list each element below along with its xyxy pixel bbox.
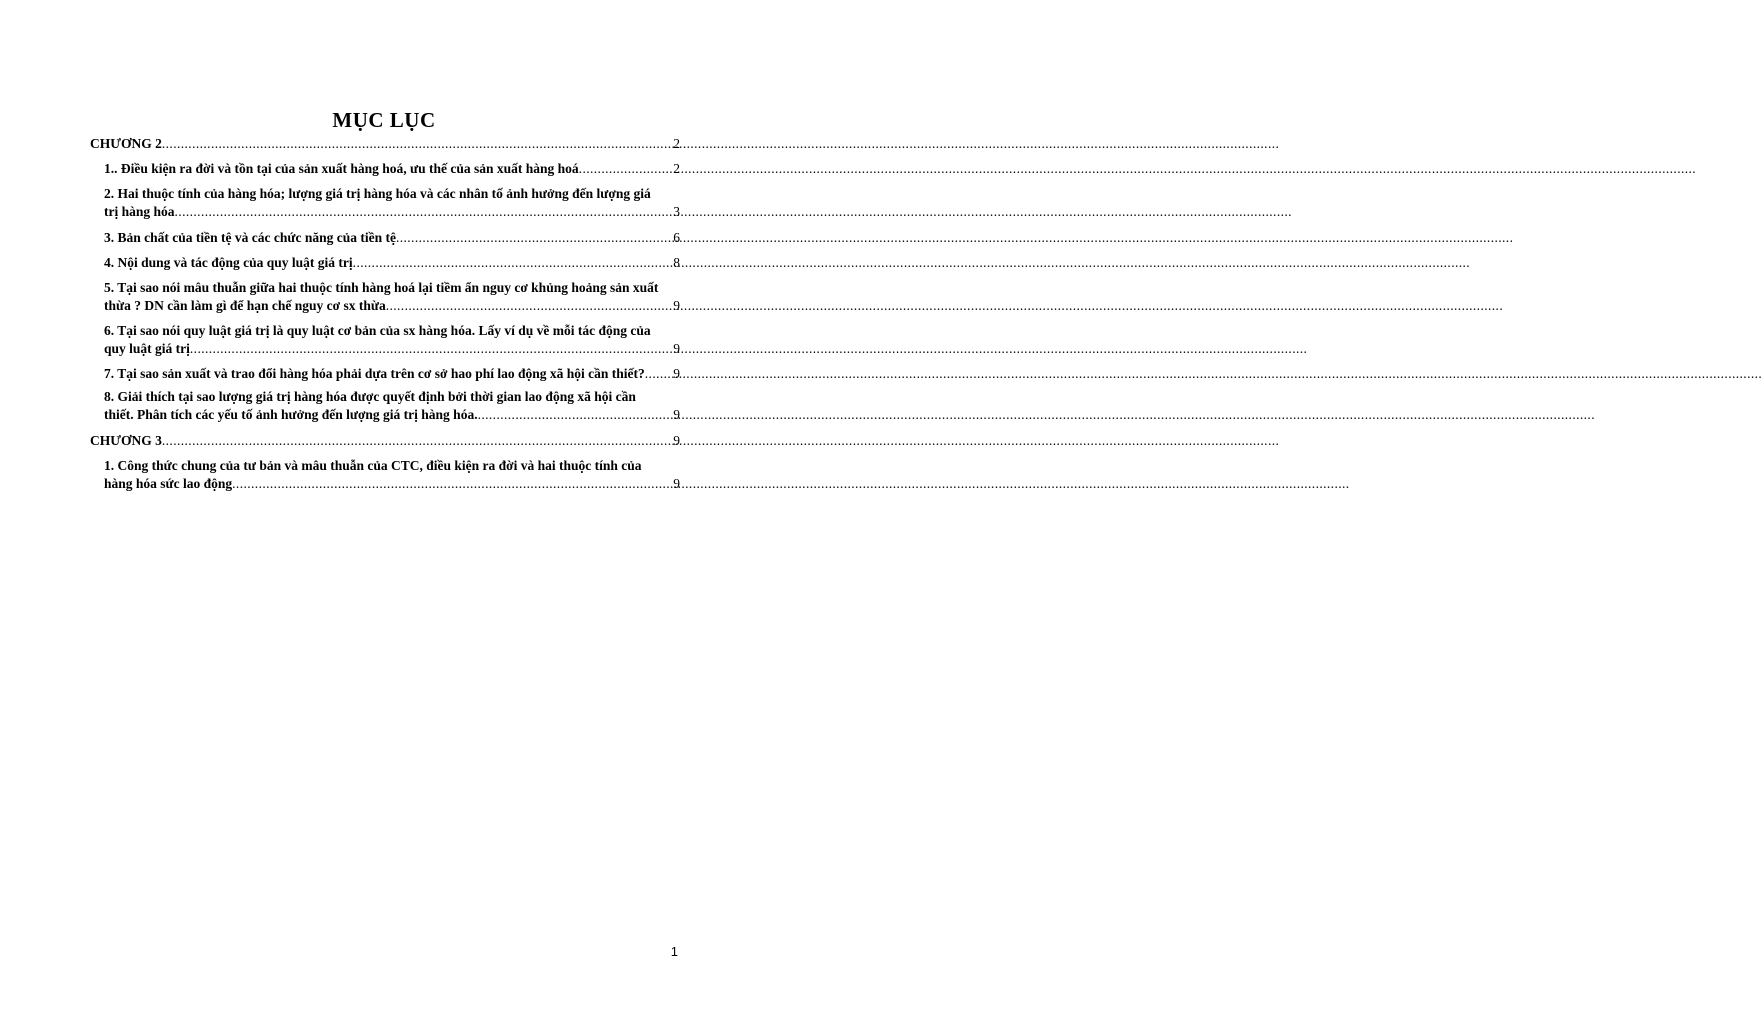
page-title: MỤC LỤC xyxy=(332,108,436,132)
dot-leader xyxy=(396,229,672,247)
toc-page-number: 9 xyxy=(673,298,680,313)
toc-entry-label: 2. Hai thuộc tính của hàng hóa; lượng giá trị hàng hóa và các nhân tố ảnh hưởng đến lượng giá xyxy=(104,186,651,201)
toc-page-number: 9 xyxy=(673,366,680,381)
toc-entry-2-1[interactable] xyxy=(104,160,680,178)
toc-entry-label-continued: quy luật giá trị xyxy=(104,341,190,356)
dot-leader xyxy=(162,135,672,153)
toc-entry-label: 1.. Điều kiện ra đời và tồn tại của sản xuất hàng hoá, ưu thế của sản xuất hàng hoá xyxy=(104,161,579,176)
toc-entry-label: 6. Tại sao nói quy luật giá trị là quy luật cơ bản của sx hàng hóa. Lấy ví dụ về mỗi tác động của xyxy=(104,323,651,338)
toc-entry-label: CHƯƠNG 2 xyxy=(90,136,162,151)
dot-leader xyxy=(645,365,672,383)
toc-entry-label: 1. Công thức chung của tư bản và mâu thuẫn của CTC, điều kiện ra đời và hai thuộc tính của xyxy=(104,458,642,473)
toc-page-number: 9 xyxy=(673,407,680,422)
dot-leader xyxy=(162,432,672,450)
toc-entry-label-continued: thừa ? DN cần làm gì để hạn chế nguy cơ sx thừa xyxy=(104,298,386,313)
toc-entry-2-6[interactable] xyxy=(104,322,680,358)
toc-page-number: 8 xyxy=(673,255,680,270)
dot-leader xyxy=(175,203,673,221)
toc-entry-label-continued: trị hàng hóa xyxy=(104,204,175,219)
toc-entry-label: 7. Tại sao sản xuất và trao đổi hàng hóa phải dựa trên cơ sở hao phí lao động xã hội cần thiết? xyxy=(104,366,645,381)
toc-entry-label: 5. Tại sao nói mâu thuẫn giữa hai thuộc tính hàng hoá lại tiềm ẩn nguy cơ khủng hoảng sản xuất xyxy=(104,280,659,295)
toc-entry-label: CHƯƠNG 3 xyxy=(90,433,162,448)
toc-entry-label: 8. Giải thích tại sao lượng giá trị hàng hóa được quyết định bởi thời gian lao động xã hội cần xyxy=(104,389,636,404)
toc-entry-2-2[interactable] xyxy=(104,185,680,221)
toc-entry-2-4[interactable] xyxy=(104,254,680,272)
toc-page-number: 9 xyxy=(673,433,680,448)
toc-page-number: 2 xyxy=(673,161,680,176)
dot-leader xyxy=(232,475,672,493)
toc-entry-2-3[interactable] xyxy=(104,229,680,247)
toc-entry-label-continued: hàng hóa sức lao động xyxy=(104,476,233,491)
toc-entry-2-5[interactable] xyxy=(104,279,680,315)
toc-page-number: 9 xyxy=(673,476,680,491)
toc-page-number: 3 xyxy=(673,204,680,219)
toc-entry-chapter-3[interactable] xyxy=(90,432,680,450)
dot-leader xyxy=(579,160,673,178)
dot-leader xyxy=(353,254,673,272)
document-page xyxy=(0,0,768,1024)
toc-entry-chapter-2[interactable] xyxy=(90,135,680,153)
toc-entry-3-1[interactable] xyxy=(104,457,680,493)
dot-leader xyxy=(386,297,673,315)
toc-page-number: 6 xyxy=(673,230,680,245)
page-number: 1 xyxy=(670,944,678,959)
dot-leader xyxy=(478,406,673,424)
toc-entry-label: 3. Bản chất của tiền tệ và các chức năng của tiền tệ xyxy=(104,230,396,245)
toc-entry-label-continued: thiết. Phân tích các yếu tố ảnh hưởng đến lượng giá trị hàng hóa. xyxy=(104,407,478,422)
toc-page-number: 2 xyxy=(673,136,680,151)
toc-entry-2-8[interactable] xyxy=(104,388,680,424)
dot-leader xyxy=(190,340,672,358)
toc-entry-label: 4. Nội dung và tác động của quy luật giá trị xyxy=(104,255,353,270)
toc-entry-2-7[interactable] xyxy=(104,365,680,383)
toc-page-number: 9 xyxy=(673,341,680,356)
